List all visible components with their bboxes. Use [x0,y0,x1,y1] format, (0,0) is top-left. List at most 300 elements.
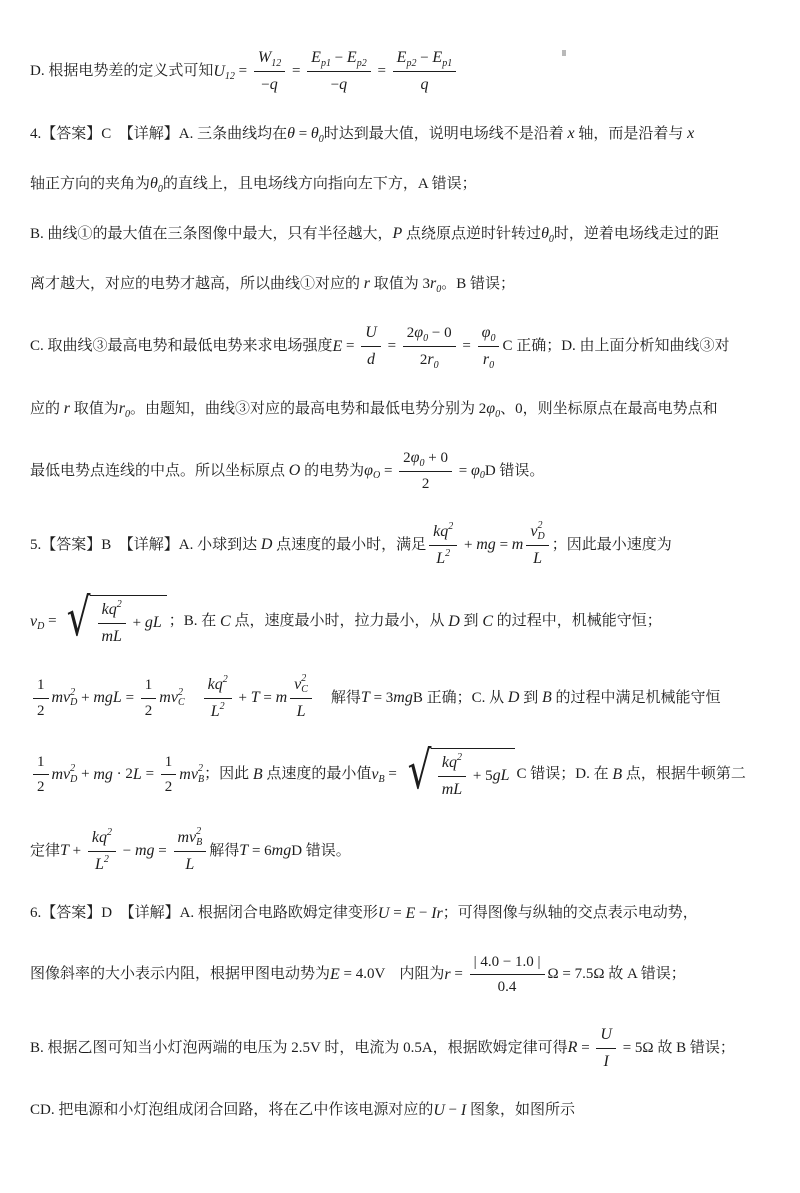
text-run: Ω = 7.5Ω 故 A 错误； [547,966,686,983]
math-variable: x [567,125,575,142]
subscript: D [537,530,545,542]
fraction-denominator [91,852,113,877]
math-variable: I [460,1101,467,1119]
text-run: 时，逆着电场线走过的距 [553,225,719,242]
math-variable: L [132,765,142,783]
text-run: = [577,1039,594,1056]
fraction-numerator [254,46,285,72]
math-variable: L [185,855,195,873]
superscript: 2 [177,686,183,698]
line-answer5-b-equations [30,673,772,724]
math-variable: kq [433,522,449,540]
math-variable: C [482,612,493,630]
line-option-d-potential-difference [30,46,772,97]
text-run: 取值为 3 [370,275,431,292]
math-variable: r [482,351,490,368]
math-variable: D [507,689,520,706]
text-run: − 0 [428,324,452,341]
text-run: 2 [419,351,428,368]
text-run: 。B 错误； [441,275,516,292]
fraction [478,321,500,372]
radicand [431,748,515,802]
math-variable: mv [179,765,198,783]
math-variable: θ [150,175,158,192]
text-run: + [68,842,85,859]
subscript: D [70,773,78,785]
text-run: · 2 [112,766,133,783]
superscript: 2 [301,673,307,684]
fraction-numerator [204,673,232,699]
sub-sup-stack [70,688,77,709]
math-variable: L [296,702,306,720]
math-variable: r [363,275,370,292]
text-run: ；B. 在 [168,613,221,630]
sub-sup-stack [196,827,202,848]
math-variable: v [294,675,302,693]
text-run: 点速度的最小值 [262,766,372,783]
fraction [88,826,116,877]
math-variable: mg [271,842,292,859]
text-run: = [384,766,401,783]
line-answer5-a-part1 [30,520,772,571]
superscript: 2 [197,763,203,774]
fraction [141,674,157,722]
superscript: 2 [70,686,76,698]
math-variable: r [427,351,434,368]
text-run: = [450,966,467,983]
text-run: 2 [37,779,45,795]
text-run: = 3 [369,689,394,706]
math-variable: m [275,689,288,706]
text-run: D 错误。 [484,462,545,479]
text-run: = 6 [248,842,272,859]
fraction-numerator [429,520,457,546]
subscript: 0 [436,283,442,295]
math-variable: φ [414,324,424,341]
math-variable: O [288,461,301,479]
subscript: p1 [442,57,453,69]
math-variable: r [430,275,437,292]
subscript: 0 [490,332,496,344]
fraction [204,673,232,724]
math-variable: T [60,842,69,859]
text-run: C 错误；D. 在 [516,766,613,783]
text-run: = [288,63,305,80]
math-variable: E [396,49,407,66]
text-run: + [77,689,94,706]
text-run: CD. 把电源和小灯泡组成闭合回路，将在乙中作该电源对应的 [30,1102,434,1119]
fraction [33,751,49,799]
text-run: B 正确；C. 从 [412,689,508,706]
fraction-numerator [393,46,457,72]
subscript: 0 [423,332,429,344]
fraction [174,826,207,877]
text-run: 到 [459,613,483,630]
math-variable: E [332,337,343,355]
superscript: 2 [103,854,109,865]
radical-icon: √ [66,587,91,648]
text-run: ；因此 [204,766,253,783]
line-answer4-c-part1 [30,321,772,372]
subscript: p2 [356,57,367,69]
fraction [438,751,466,802]
superscript: 2 [107,827,112,838]
math-variable: mL [441,780,463,798]
text-run: − [261,76,270,93]
fraction [403,321,456,372]
fraction [429,520,457,571]
text-run: − [415,905,432,922]
math-variable: E [311,49,321,66]
text-run: = [234,63,251,80]
math-variable: mg [393,689,413,706]
math-variable: φ [410,449,420,466]
text-run: 最低电势点连线的中点。所以坐标原点 [30,462,289,479]
superscript: 2 [537,520,543,531]
fraction [596,1023,616,1074]
text-run: 解得 [209,842,240,859]
text-run: 轴正方向的夹角为 [30,175,151,192]
fraction-denominator [257,72,281,97]
sub-sup-stack [178,688,185,709]
math-variable: mv [51,689,71,706]
math-variable: U [213,62,225,80]
text-run: 。由题知，曲线③对应的最高电势和最低电势分别为 2 [130,400,487,417]
text-run: 轴，而是沿着与 [574,125,688,142]
text-run: B. 曲线①的最大值在三条图像中最大，只有半径越大， [30,225,393,242]
superscript: 2 [445,548,451,559]
math-variable: v [371,765,379,783]
line-answer4-b-part2 [30,271,772,297]
fraction-numerator [470,951,545,976]
text-run: | 4.0 − 1.0 | [473,953,541,970]
text-run: ；可得图像与纵轴的交点表示电动势， [442,905,698,922]
fraction-denominator [529,546,546,571]
math-variable: E [330,965,340,983]
subscript: 0 [495,408,501,420]
fraction-denominator [33,699,49,723]
text-run: = [121,689,138,706]
math-variable: P [392,225,403,242]
subscript: 0 [125,408,130,420]
line-answer4-c-part2 [30,396,772,422]
text-run: 离才越大，对应的电势才越高，所以曲线①对应的 [30,275,364,292]
fraction-numerator [596,1023,616,1049]
text-run: + [234,689,251,706]
text-run: + 0 [424,449,448,466]
text-run: 时达到最大值，说明电场线不是沿着 [323,125,568,142]
text-run: 取值为 [70,400,119,417]
math-variable: R [567,1039,578,1056]
sub-sup-stack [301,674,308,695]
text-run: 图像斜率的大小表示内阻，根据甲图电动势为 [30,966,331,983]
fraction-denominator [432,546,454,571]
math-variable: D [260,536,273,553]
math-variable: L [436,549,446,567]
line-answer4-a-part1 [30,121,772,147]
math-variable: q [269,76,278,93]
text-run: 到 [519,689,542,706]
superscript: 2 [219,701,225,712]
line-answer6-b [30,1023,772,1074]
fraction-denominator [438,777,466,802]
math-variable: I [603,1052,609,1070]
math-variable: L [533,549,542,567]
math-variable: r [118,400,125,417]
subscript: 0 [157,183,163,195]
radical-icon: √ [407,740,432,801]
fraction-numerator [290,673,312,699]
fraction-denominator [33,775,49,799]
math-variable: E [405,904,416,922]
math-variable: mg [93,765,113,783]
fraction-numerator [174,826,207,852]
text-run: − [119,842,135,859]
math-variable: v [30,612,38,630]
subscript: D [37,621,45,632]
text-run: + [460,536,477,553]
math-variable: T [360,689,370,706]
text-run: + [77,766,94,783]
line-answer5-a-part2 [30,587,772,649]
line-answer4-d [30,446,772,496]
math-variable: d [367,351,376,368]
text-run: = [342,338,359,355]
math-variable: kq [441,753,457,771]
fraction-numerator [438,751,466,777]
fraction-denominator [494,975,521,999]
fraction-numerator [403,321,456,347]
text-run: + [128,614,145,631]
subscript: 0 [489,359,495,371]
fraction-denominator [418,472,434,496]
math-variable: L [94,855,104,873]
math-variable: U [377,904,390,922]
fraction [526,520,548,571]
fraction [290,673,312,724]
math-variable: θ [541,225,549,242]
square-root [403,740,515,802]
text-run: = 5Ω 故 B 错误； [618,1039,735,1056]
math-variable: W [257,49,272,66]
fraction-numerator [88,826,116,852]
math-variable: m [511,536,524,553]
fraction [97,598,125,649]
text-run: C 正确；D. 由上面分析知曲线③对 [502,338,730,355]
math-variable: U [365,324,377,341]
text-run: 2 [421,476,430,492]
fraction-denominator [293,699,310,724]
subscript: B [378,774,385,785]
math-variable: φ [481,324,491,341]
text-run: 1 [164,753,173,770]
subscript: C [301,683,308,695]
superscript: 2 [456,752,462,763]
line-answer6-a-part1 [30,901,772,927]
fraction-numerator [307,46,371,72]
fraction-denominator [181,852,198,877]
fraction-numerator [33,751,49,776]
text-run: 1 [37,677,45,693]
line-answer6-cd [30,1098,772,1124]
fraction [307,46,371,97]
superscript: 2 [116,599,122,610]
text-run: 的电势为 [300,462,365,479]
text-run: 6.【答案】D 【详解】A. 根据闭合电路欧姆定律变形 [30,905,378,922]
fraction-denominator [97,624,125,649]
math-variable: mg [134,842,155,859]
superscript: 2 [222,674,228,685]
subscript: 0 [548,233,554,245]
math-variable: φ [470,461,480,479]
text-run: C. 取曲线③最高电势和最低电势来求电场强度 [30,338,333,355]
math-variable: Ir [431,904,443,922]
math-variable: T [250,689,260,706]
math-variable: φ [364,461,373,479]
fraction [470,951,545,999]
subscript: B [196,836,203,848]
fraction-denominator [161,775,177,799]
line-answer5-c [30,740,772,802]
subscript: B [197,773,205,785]
math-variable: L [210,702,220,720]
text-run: 的过程中，机械能守恒； [492,613,662,630]
sub-sup-stack [70,764,77,785]
line-answer5-d [30,826,772,877]
subscript: p2 [406,57,417,69]
subscript: p1 [320,57,331,69]
radicand [90,595,166,649]
math-variable: kq [207,675,223,693]
subscript: 0 [479,470,485,482]
subscript: 12 [271,57,282,69]
line-answer6-a-part2 [30,951,772,999]
math-variable: C [220,612,231,630]
text-run: 1 [37,753,45,770]
text-run: 解得 [330,689,361,706]
text-run: 、0，则坐标原点在最高电势点和 [500,400,718,417]
math-variable: r [444,965,451,983]
fraction [361,321,381,372]
text-run: = [259,689,276,706]
text-run: 点绕原点逆时针转过 [402,225,542,242]
text-run: = [389,905,406,922]
math-variable: kq [101,600,117,618]
math-variable: U [433,1101,445,1119]
text-run: 4.【答案】C 【详解】A. 三条曲线均在 [30,125,288,142]
superscript: 2 [196,826,202,837]
fraction-denominator [141,699,157,723]
scan-artifact-mark [562,50,566,56]
fraction [399,446,452,496]
fraction-numerator [98,598,126,624]
fraction-numerator [478,321,500,347]
line-answer4-a-part2 [30,171,772,197]
text-run: − [330,49,347,66]
text-run: ；因此最小速度为 [551,536,672,553]
text-run: = [383,338,400,355]
text-run: 0.4 [497,979,517,995]
math-variable: U [600,1025,612,1043]
fraction-denominator [416,72,432,97]
text-run: 2 [403,449,411,466]
text-run: 1 [144,677,153,693]
fraction-denominator [479,347,498,372]
text-run: 2 [406,324,415,341]
text-run: 2 [144,702,153,719]
superscript: 2 [448,521,454,532]
fraction-numerator [361,321,381,347]
text-run: = [294,125,311,142]
text-run: = [380,462,397,479]
text-run: 应的 [30,400,64,417]
math-variable: r [63,400,70,417]
text-run: 内阻为 [399,966,445,983]
square-root [62,587,166,649]
fraction-numerator [33,674,49,699]
fraction-denominator [363,347,379,372]
math-variable: T [239,842,249,859]
fraction-numerator [526,520,548,546]
subscript: D [70,697,78,708]
math-variable: E [432,49,443,66]
math-variable: E [346,49,357,66]
text-run: = [495,536,512,553]
text-run: 5.【答案】B 【详解】A. 小球到达 [30,536,261,553]
text-run: − [416,49,433,66]
math-variable: mg [476,536,496,553]
math-variable: v [530,522,538,540]
text-run: = [454,462,471,479]
fraction-numerator [141,674,157,699]
subscript: C [177,697,185,708]
text-run: B. 根据乙图可知当小灯泡两端的电压为 2.5V 时，电流为 0.5A，根据欧姆定律可得 [30,1039,568,1056]
text-run: 2 [37,702,45,719]
math-variable: gL [492,767,510,784]
fraction [33,674,49,722]
text-run: = 4.0V [339,966,386,983]
math-variable: mv [177,828,197,846]
text-run: − [330,76,340,93]
fraction [393,46,457,97]
fraction-denominator [327,72,351,97]
subscript: 0 [433,359,439,371]
text-run: 点，根据牛顿第二 [622,766,746,783]
line-answer4-b-part1 [30,221,772,247]
math-variable: D [448,612,460,630]
fraction-denominator [600,1049,613,1074]
fraction-denominator [207,699,229,724]
math-variable: B [612,765,623,783]
subscript: 0 [318,133,324,145]
math-variable: q [420,76,429,93]
text-run: = [373,63,390,80]
text-run: 的直线上，且电场线方向指向左下方，A 错误； [162,175,477,192]
math-variable: θ [310,125,319,142]
text-run: 点速度的最小时，满足 [272,536,427,553]
math-variable: x [687,125,695,142]
math-variable: mgL [93,689,122,706]
fraction-denominator [416,347,443,372]
subscript: 0 [419,457,425,469]
math-variable: B [541,689,552,706]
text-run: = [154,842,171,859]
text-run: 的过程中满足机械能守恒 [551,689,721,706]
text-run: 定律 [30,842,61,859]
math-variable: mv [51,765,71,783]
text-run: = [44,613,61,630]
math-variable: φ [486,400,496,417]
